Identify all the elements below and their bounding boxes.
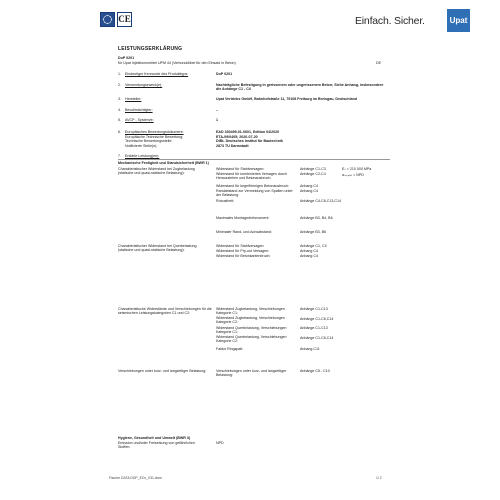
group-3-annex: Anhänge C1-C13 [300,326,328,330]
row-6-value-ead: EAD 330499-01-0601, Edition 04/2020 [216,130,280,134]
group-1-item: Widerstand für Stahlversagen: [216,167,265,171]
group-1-extra: αₛₐ,ₐₚₚ = NPD [342,173,364,177]
group-2-item: Widerstand für Stahlversagen: [216,244,265,248]
footer-filename: Fischer DATA DOP_ECs_V31.xlsm [109,476,162,480]
row-2-label: Verwendungszweck(e): [125,83,163,87]
group-4-characteristic: Verschiebungen unter kurz- und langzeitiger Belastung: [118,369,207,373]
group-1-annex: Anhänge C4-C6,C13,C14 [300,199,341,203]
page-number: 1/ 2 [376,476,382,480]
row-7-number: 7. [118,154,121,158]
group-1-annex: Anhang C4 [300,184,318,188]
group-1-extra: Eₛ = 210 000 MPa [342,167,372,171]
row-3-label: Hersteller: [125,97,142,101]
group-3-annex: Anhänge C1-C13 [300,307,328,311]
group-1-item: Robustheit: [216,199,235,203]
group-1-annex: Anhänge C2-C4 [300,172,326,176]
group-1-annex: Anhänge C1-C3 [300,167,326,171]
divider-top [118,159,390,160]
group-1-item: Minimaler Rand- und Achsabstand: [216,230,272,234]
group-1-characteristic: Charakteristischer Widerstand bei Zugbelastung (statische und quasi-statische Belastung): [118,167,195,176]
group-4-item: Verschiebungen unter kurz- und langzeitiger Belastung: [216,369,287,378]
group-3-characteristic: Charakteristische Widerstände und Verschiebungen für die seismischen Leistungskategorien C1 und C2: [118,307,212,316]
group-3-item: Faktor Ringspalt: [216,347,244,351]
group-1-item: Widerstand für kegelförmigen Betonausbruch: [216,184,290,188]
group-1-annex: Anhänge B3, B4, B6 [300,216,333,220]
brand-slogan: Einfach. Sicher. [355,15,425,27]
group-3-item: Widerstand Querbelastung, Verschiebungen Kategorie C1: [216,326,287,335]
row-2-number: 2. [118,83,121,87]
row-6-label-eta: Europäische Technische Bewertung: [125,134,184,139]
group-1-item: Randabstand zur Vermeidung von Spalten unter der Belastung: [216,189,293,198]
group-3-item: Widerstand Zugbelastung, Verschiebungen Kategorie C1: [216,307,285,316]
group-2-annex: Anhänge C1, C4 [300,244,327,248]
standards-logo [100,12,115,27]
row-1-value: DoP 0201 [216,72,233,76]
row-5-value: 1 [216,118,218,122]
row-6-number: 6. [118,130,121,134]
group-3-annex: Anhänge C1-C6,C14 [300,336,334,340]
row-5-label: AVCP - System/e: [125,118,154,122]
row-5-number: 5. [118,118,121,122]
group-4-annex: Anhänge C5 - C10 [300,369,330,373]
ce-mark-text: CE [118,14,131,24]
group-3-item: Widerstand Zugbelastung, Verschiebungen Kategorie C2: [216,316,285,325]
section-3-title: Hygiene, Gesundheit und Umwelt (BWR 3) [118,436,191,440]
group-1-annex: Anhang C4 [300,189,318,193]
group-1-annex: Anhänge B3, B6 [300,230,327,234]
ce-mark-logo [117,12,132,27]
row-4-value: -- [216,108,219,112]
upat-logo: Upat [447,9,470,32]
row-4-label: Bevollmächtigter: [125,108,153,112]
intro-language: DE [376,61,381,65]
row-2-value: Nachträgliche Befestigung in gerissenem oder ungerissenem Beton; Siehe Anhang, insbesondere die Anhänge C1 - C4 [216,83,384,92]
row-3-value: Upat Vertriebs GmbH, Bahnhofstraße 11, 79108 Freiburg im Breisgau, Deutschland [216,97,357,101]
group-1-item: Widerstand für kombiniertes Versagen durch Herausziehen und Betonausbruch: [216,172,287,181]
group-1-item: Maximales Montagedrehmoment: [216,216,270,220]
globe-icon [101,13,114,26]
dop-number: DoP 0201 [118,56,135,60]
group-2-characteristic: Charakteristischer Widerstand bei Querbelastung (statische und quasi-statische Belastung): [118,244,197,253]
document-title: LEISTUNGSERKLÄRUNG [118,46,183,52]
row-6-label-tab: Technische Bewertungsstelle: [125,139,173,143]
group-3-annex: Anhang C11 [300,347,320,351]
row-6-value-eta: ETA-09/0405; 2020-07-20 [216,134,258,139]
row-1-number: 1. [118,72,121,76]
row-1-label: Eindeutiger Kenncode des Produkttyps: [125,72,189,76]
intro-text: für Upat Injektionsmörtel UPM 44 (Verbunddübel für den Einsatz in Beton) [118,61,236,65]
row-6-label-notified: Notifizierte Stelle(n): [125,143,158,148]
section-3-characteristic: Emission und/oder Freisetzung von gefährlichen Stoffen: [118,441,195,450]
group-2-item: Widerstand für Betonkantenbruch: [216,254,271,258]
group-3-annex: Anhänge C1-C6,C14 [300,317,334,321]
row-6-value-tab: DIBt- Deutsches Institut für Bautechnik [216,139,283,143]
row-4-number: 4. [118,108,121,112]
section-3-value: NPD [216,441,224,445]
row-6-label-ead: Europäisches Bewertungsdokument: [125,130,184,134]
group-2-annex: Anhang C4 [300,254,318,258]
group-2-item: Widerstand für Pry-out Versagen: [216,249,270,253]
group-2-annex: Anhang C4 [300,249,318,253]
section-1-title: Mechanische Festigkeit und Standsicherheit (BWR 1) [118,161,209,165]
row-6-value-notified: 2873 TU Darmstadt [216,143,249,148]
row-7-label: Erklärte Leistung(en): [125,154,160,158]
row-3-number: 3. [118,97,121,101]
group-3-item: Widerstand Querbelastung, Verschiebungen Kategorie C2: [216,335,287,344]
